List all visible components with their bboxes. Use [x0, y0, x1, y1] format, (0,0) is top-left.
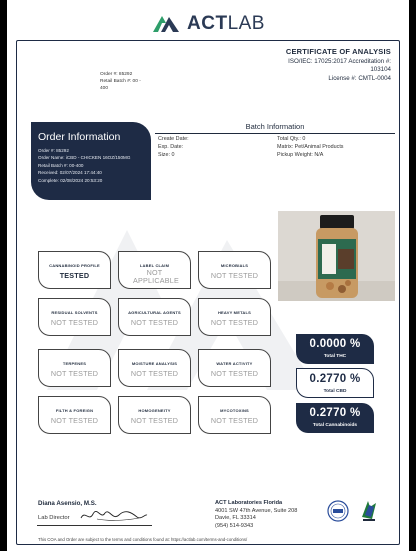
summary-label: Total Cannabinoids	[312, 423, 358, 428]
test-label: LABEL CLAIM	[139, 263, 170, 268]
coa-sheet	[7, 0, 409, 551]
test-result: NOT TESTED	[210, 416, 259, 425]
lab-contact-info	[215, 500, 297, 530]
summary-box	[296, 368, 374, 398]
order-number-small: Order #: 85292	[100, 72, 133, 77]
summary-value: 0.2770 %	[309, 407, 361, 419]
test-result: NOT TESTED	[50, 318, 99, 327]
summary-label: Total CBD	[323, 389, 347, 394]
test-tile	[198, 298, 271, 336]
order-info-line: Order Name: iCBD - CHICKEN 16OZ/150MG	[38, 155, 131, 161]
test-label: RESIDUAL SOLVENTS	[51, 310, 98, 315]
batch-exp-date: Exp. Date:	[158, 144, 184, 150]
test-tile	[38, 396, 111, 434]
signature-line	[37, 525, 152, 526]
certificate-title: CERTIFICATE OF ANALYSIS	[285, 47, 391, 56]
product-jar-image	[278, 211, 395, 301]
actlab-logo	[7, 10, 409, 38]
test-tile	[198, 396, 271, 434]
test-label: HEAVY METALS	[217, 310, 252, 315]
certificate-header	[221, 48, 391, 83]
order-information-title: Order Information	[38, 131, 121, 143]
retail-batch-small: Retail Batch #: 00 -	[100, 79, 141, 84]
test-result: NOT APPLICABLE	[133, 268, 179, 285]
test-result: NOT TESTED	[50, 369, 99, 378]
batch-information-title: Batch Information	[155, 122, 395, 134]
test-label: AGRICULTURAL AGENTS	[128, 310, 181, 315]
batch-info-left-column	[158, 135, 189, 159]
test-result: NOT TESTED	[210, 271, 259, 280]
order-info-line: Order #: 85292	[38, 148, 69, 153]
product-photo	[278, 211, 395, 301]
batch-size: Size: 0	[158, 152, 175, 158]
florida-certification-icon	[358, 497, 380, 523]
lab-director-role: Lab Director	[38, 515, 70, 521]
test-label: WATER ACTIVITY	[216, 361, 253, 366]
summary-box	[296, 334, 374, 364]
lab-address-line-1: 4001 SW 47th Avenue, Suite 208	[215, 507, 298, 514]
test-result: NOT TESTED	[130, 416, 179, 425]
order-info-line: Retail Batch #: 00-400	[38, 162, 84, 168]
test-tile	[118, 396, 191, 434]
test-label: MOISTURE ANALYSIS	[131, 361, 178, 366]
test-tile	[38, 251, 111, 289]
accreditation-number: 103104	[370, 66, 391, 74]
summary-label: Total THC	[323, 354, 347, 359]
test-tile	[198, 251, 271, 289]
lab-phone: (954) 514-9343	[215, 522, 254, 529]
lab-name: ACT Laboratories Florida	[215, 500, 283, 506]
order-info-line: Complete: 02/08/2024 20:53:20	[38, 177, 103, 183]
batch-info-right-column	[277, 135, 344, 159]
order-information-panel	[31, 122, 151, 200]
test-label: MYCOTOXINS	[220, 408, 249, 413]
retail-batch-small-cont: 400	[100, 86, 109, 91]
terms-notice: This COA and Order are subject to the terms and conditions found at: https://actlab.com/terms-and-conditions/	[38, 537, 248, 542]
order-summary-small	[100, 71, 162, 92]
actlab-logo-icon	[151, 14, 181, 34]
test-result: NOT TESTED	[130, 369, 179, 378]
license-number: License #: CMTL-0004	[328, 74, 391, 82]
order-info-line: Received: 02/07/2024 17:44:40	[38, 170, 102, 176]
test-label: MICROBIALS	[220, 263, 249, 268]
summary-value: 0.2770 %	[309, 373, 361, 385]
test-label: TERPENES	[62, 361, 87, 366]
lab-director-name: Diana Asensio, M.S.	[38, 500, 97, 507]
summary-value: 0.0000 %	[309, 338, 361, 350]
test-result: TESTED	[59, 271, 90, 280]
accreditation-seal-icon	[327, 500, 349, 522]
test-label: CANNABINOID PROFILE	[49, 263, 100, 268]
test-tile	[118, 349, 191, 387]
summary-box	[296, 403, 374, 433]
test-result: NOT TESTED	[130, 318, 179, 327]
test-result: NOT TESTED	[210, 318, 259, 327]
batch-create-date: Create Date:	[158, 136, 189, 142]
iso-accreditation: ISO/IEC: 17025:2017 Accreditation #:	[288, 57, 391, 65]
test-tile	[38, 298, 111, 336]
lab-address-line-2: Davie, FL 33314	[215, 515, 256, 522]
test-tile	[118, 298, 191, 336]
batch-total-qty: Total Qty.: 0	[277, 136, 306, 142]
batch-pickup-weight: Pickup Weight: N/A	[277, 152, 324, 158]
test-tile	[198, 349, 271, 387]
batch-information-grid	[158, 135, 398, 165]
director-signature	[79, 506, 149, 524]
batch-matrix: Matrix: Pet/Animal Products	[277, 144, 344, 150]
brand-wordmark: ACTLAB	[187, 13, 265, 34]
test-tile	[38, 349, 111, 387]
test-tile	[118, 251, 191, 289]
test-label: FILTH & FOREIGN	[55, 408, 94, 413]
test-result: NOT TESTED	[50, 416, 99, 425]
test-result: NOT TESTED	[210, 369, 259, 378]
test-label: HOMOGENEITY	[138, 408, 171, 413]
